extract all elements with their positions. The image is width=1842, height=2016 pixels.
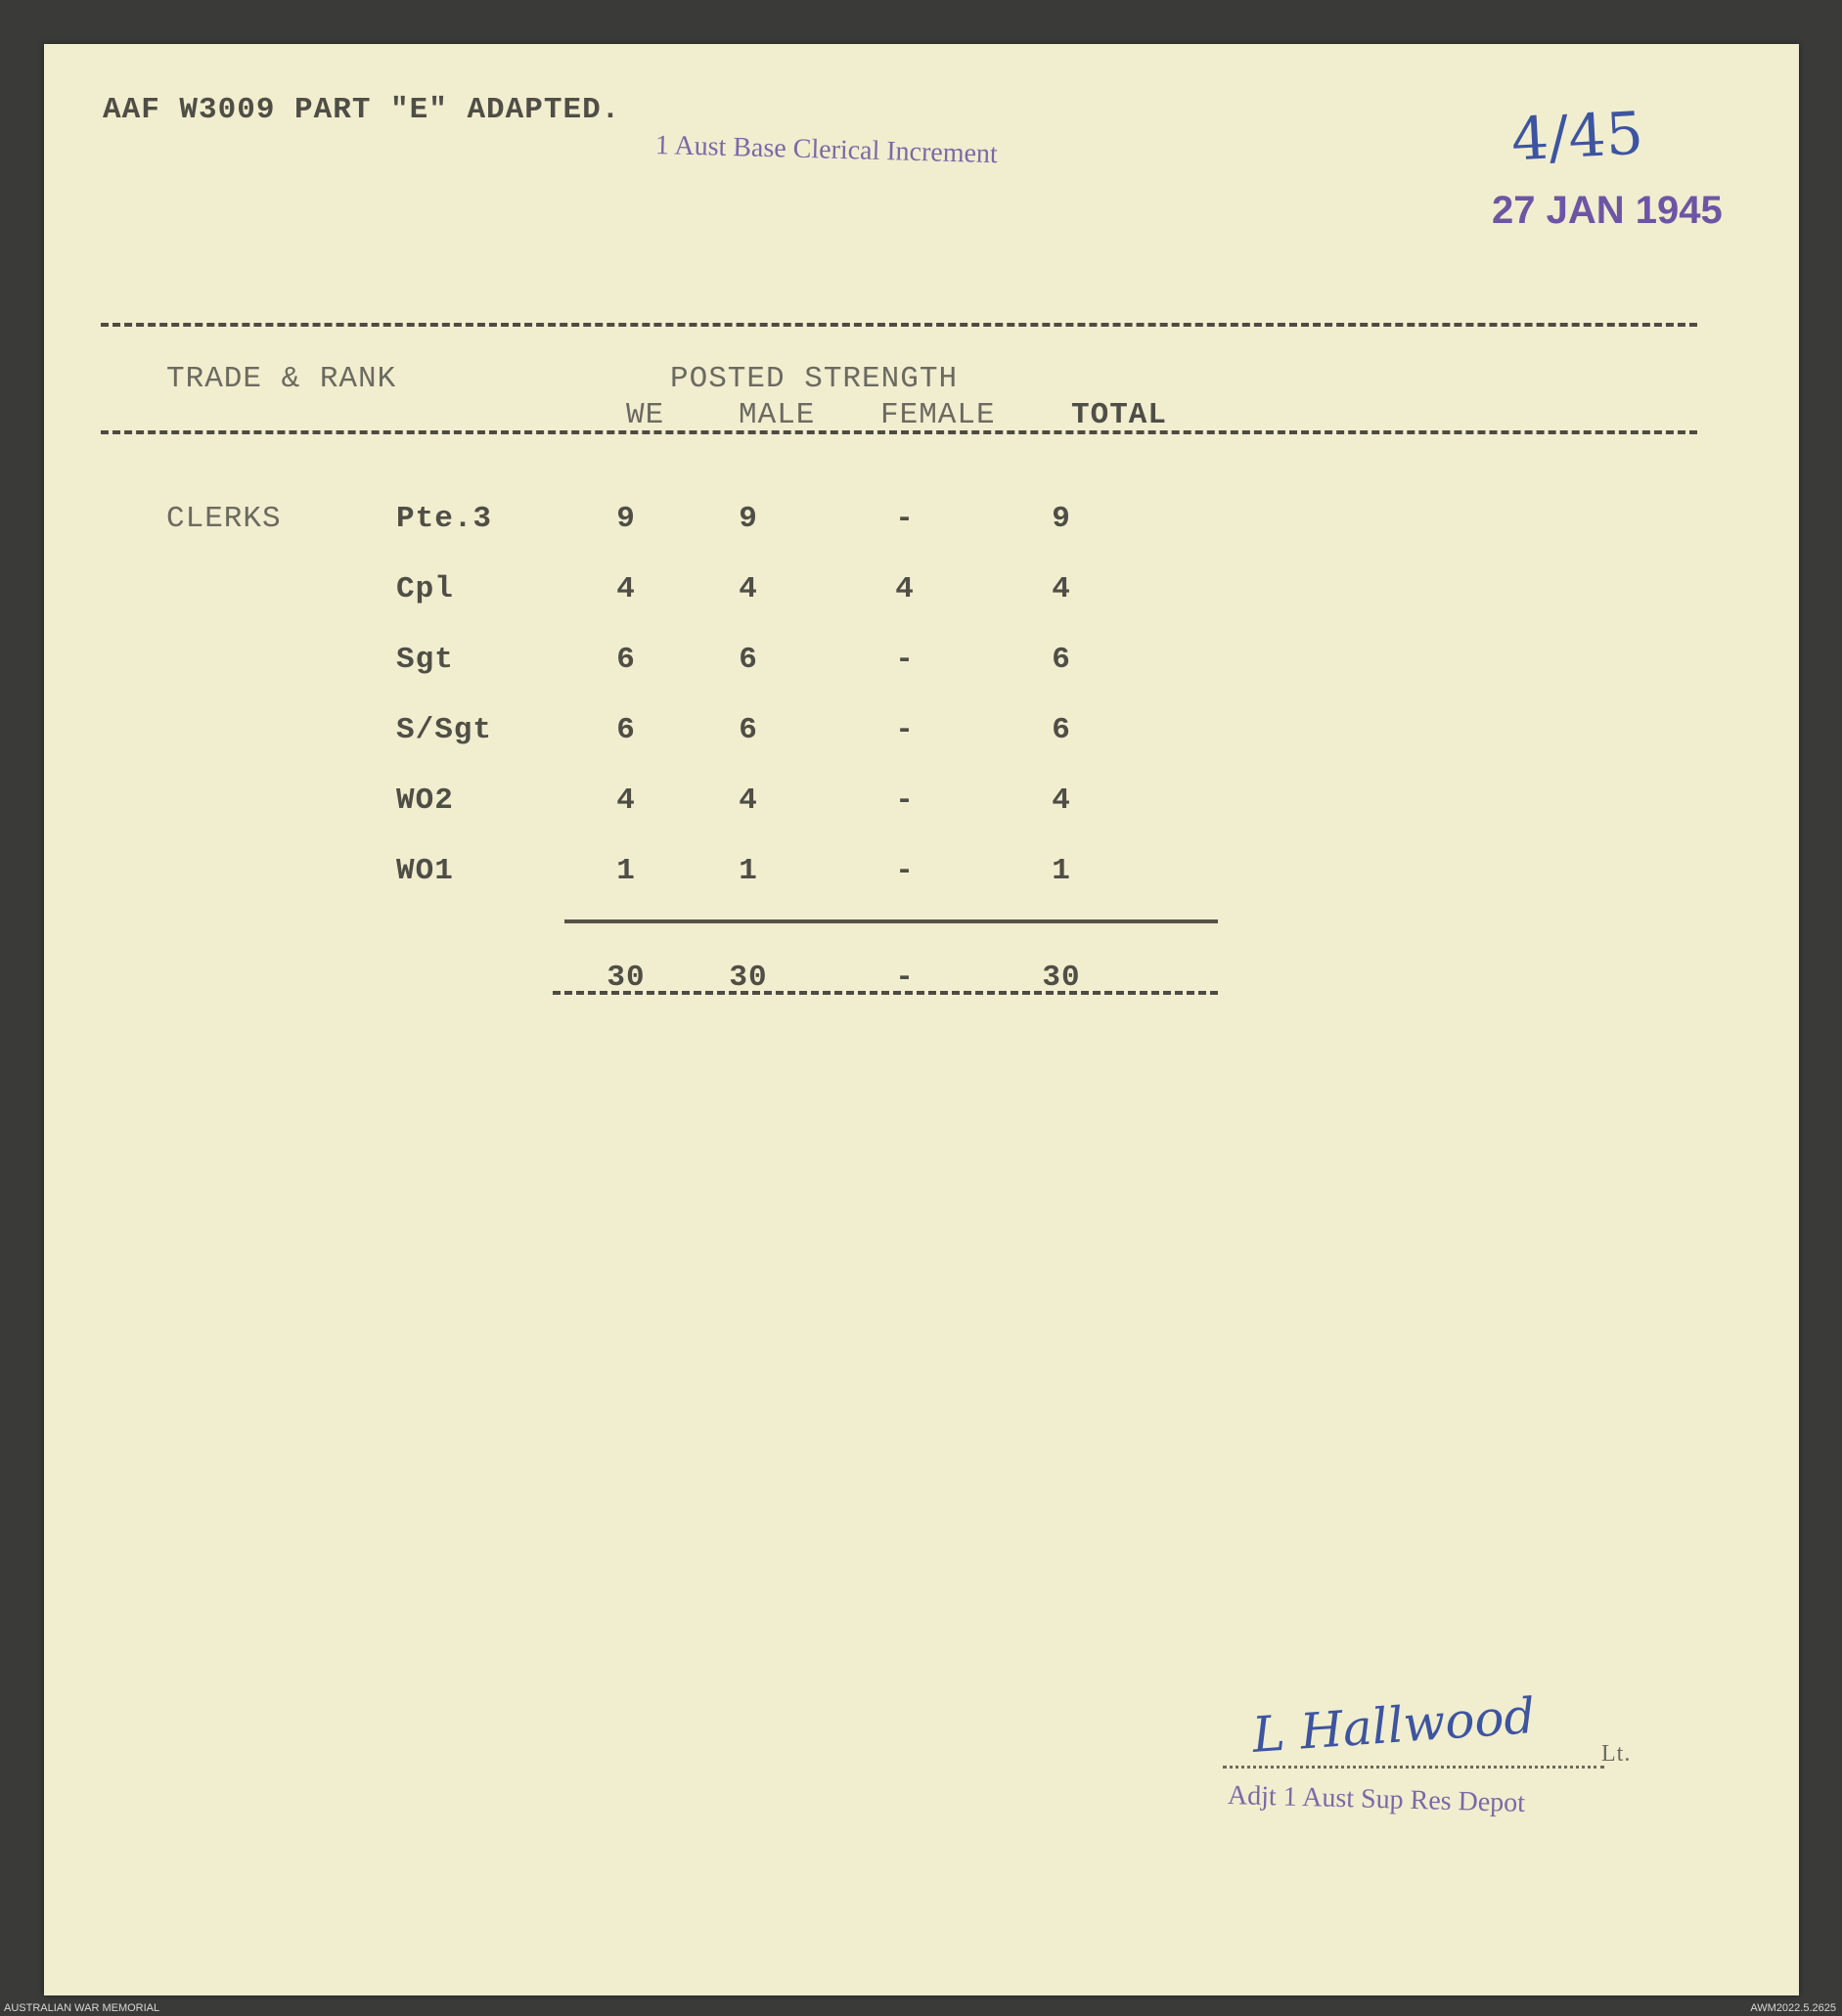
top-rule: [101, 323, 1697, 327]
total-cell: 6: [1052, 643, 1071, 677]
subtotal-rule: [564, 919, 1218, 923]
rank-cell: WO1: [396, 854, 454, 888]
female-cell: 4: [895, 572, 915, 606]
female-cell: -: [895, 713, 915, 747]
grand-total-cell: 30: [1042, 961, 1081, 995]
male-cell: 4: [739, 572, 758, 606]
we-total-cell: 30: [607, 961, 646, 995]
total-cell: 1: [1052, 854, 1071, 888]
col-trade-rank: TRADE & RANK: [166, 362, 397, 396]
rank-cell: Cpl: [396, 572, 454, 606]
rank-suffix: Lt.: [1601, 1741, 1632, 1767]
female-total-cell: -: [895, 961, 915, 995]
col-total: TOTAL: [1071, 398, 1168, 432]
col-male: MALE: [739, 398, 816, 432]
male-cell: 4: [739, 784, 758, 818]
rank-cell: Sgt: [396, 643, 454, 677]
form-reference: AAF W3009 PART "E" ADAPTED.: [103, 93, 621, 127]
male-cell: 6: [739, 713, 758, 747]
female-cell: -: [895, 784, 915, 818]
col-posted-strength: POSTED STRENGTH: [670, 362, 959, 396]
we-cell: 6: [616, 713, 636, 747]
rank-cell: S/Sgt: [396, 713, 493, 747]
signature-line: [1223, 1766, 1604, 1769]
we-cell: 6: [616, 643, 636, 677]
total-underline: [553, 991, 1218, 995]
footer-institution: AUSTRALIAN WAR MEMORIAL: [4, 2002, 160, 2014]
signature: L Hallwood: [1250, 1686, 1538, 1765]
male-cell: 1: [739, 854, 758, 888]
unit-stamp: 1 Aust Base Clerical Increment: [654, 130, 999, 170]
we-cell: 9: [616, 502, 636, 536]
adjutant-stamp: Adjt 1 Aust Sup Res Depot: [1227, 1780, 1526, 1818]
female-cell: -: [895, 643, 915, 677]
female-cell: -: [895, 854, 915, 888]
male-cell: 6: [739, 643, 758, 677]
total-cell: 9: [1052, 502, 1071, 536]
footer-accession: AWM2022.5.2625: [1750, 2002, 1836, 2014]
col-female: FEMALE: [880, 398, 996, 432]
we-cell: 4: [616, 784, 636, 818]
document-page: [44, 44, 1799, 1995]
total-cell: 4: [1052, 572, 1071, 606]
archive-footer: [0, 2000, 1842, 2016]
rank-cell: Pte.3: [396, 502, 493, 536]
we-cell: 1: [616, 854, 636, 888]
we-cell: 4: [616, 572, 636, 606]
total-cell: 4: [1052, 784, 1071, 818]
col-we: WE: [626, 398, 665, 432]
female-cell: -: [895, 502, 915, 536]
male-total-cell: 30: [729, 961, 768, 995]
total-cell: 6: [1052, 713, 1071, 747]
trade-name: CLERKS: [166, 502, 282, 536]
header-rule: [101, 430, 1697, 434]
date-stamp: 27 JAN 1945: [1492, 189, 1723, 232]
rank-cell: WO2: [396, 784, 454, 818]
male-cell: 9: [739, 502, 758, 536]
file-number-handwritten: 4/45: [1509, 99, 1645, 175]
